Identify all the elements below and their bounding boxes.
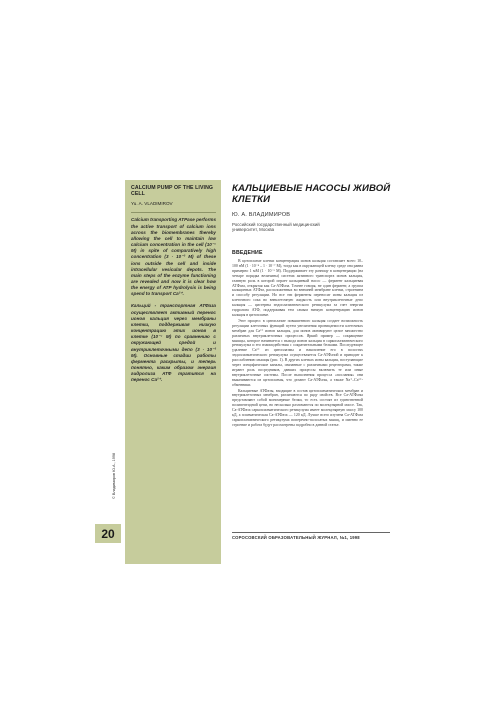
abstract-sidebar <box>125 180 221 564</box>
section-heading: ВВЕДЕНИЕ <box>232 250 263 256</box>
footer-divider <box>232 532 390 533</box>
english-author: Yu. A. VLADIMIROV <box>131 201 173 207</box>
page-number-box <box>95 524 121 543</box>
paragraph: Этот процесс в цитоплазме повышенного кальция создает возможность регуляции клеточных функций путем увеличения проницаемости клеточных мембран для Ca²⁺ ионов кальция, для ионов активируют целое множество различных внутриклеточных процессов. Яркий пример — сокращение мышцы, которое начинается с выхода ионов кальция в саркоплазматического ретикулума и его взаимодействия с сократительными белками. Последующее удаление Ca²⁺ из цитоплазмы и накопление его в полостях эндоплазматического ретикулума осуществляется Ca-АТФазой и приводит к расслаблению мышцы (рис. 1). В других клетках ионы кальция, поступающие через специфические каналы, связанные с различными рецепторами, также играют роль посредников, давших процессы включить те или иные внутриклеточные системы. После выполнения процесса «послания» они выкачиваются из цитоплазмы, что делают Ca-АТФазы, а также Na⁺–Ca²⁺-обменники. <box>232 318 363 387</box>
english-abstract: Calcium transporting ATPase performs the active transport of calcium ions across the biomembranes thereby allowing the cell to maintain low calcium concentration in the cell (10⁻⁷ M) in spite of comparatively high concentration (3 · 10⁻³ M) of these ions outside the cell and inside intracellular vesicular depots. The main steps of the enzyme functioning are revealed and now it is clear how the energy of ATP hydrolysis is being spend to transport Ca²⁺. <box>131 217 217 297</box>
sidebar-divider <box>131 212 216 213</box>
article-title: КАЛЬЦИЕВЫЕ НАСОСЫ ЖИВОЙ КЛЕТКИ <box>232 183 391 206</box>
paragraph: В цитоплазме клетки концентрация ионов кальция составляет всего 10–100 нМ (1 · 10⁻⁸ – 1 · 10⁻⁷ М), тогда как в окружающей клетку среде она равна примерно 1 мМ (1 · 10⁻³ М). Поддерживает эту разницу в концентрации (на четыре порядка величины) система активного транспорта ионов кальция, главную роль в которой играет кальциевый насос — фермент кальциевая АТФаза, открытая как Ca-АТФаза. Точнее говоря, не один фермент, а группа кальциевых АТФаз, расположенных во внешней мембране клетки, строением и способу регуляции. Но все эти ферменты переносят ионы кальция из клеточного сока во внеклеточную жидкость или внутриклеточные депо кальция — цистерны эндоплазматического ретикулума за счет энергии гидролиза АТФ, поддерживая тем самым низкую концентрацию ионов кальция в цитоплазме. <box>232 259 363 317</box>
english-title: CALCIUM PUMP OF THE LIVING CELL <box>131 185 214 198</box>
article-author: Ю. А. ВЛАДИМИРОВ <box>232 212 291 218</box>
copyright-note: © Владимиров Ю.А., 1998 <box>112 452 116 499</box>
page-number: 20 <box>101 526 115 541</box>
author-affiliation: Российский государственный медицинский университет, Москва <box>232 222 320 233</box>
journal-footer: СОРОСОВСКИЙ ОБРАЗОВАТЕЛЬНЫЙ ЖУРНАЛ, №1, 1998 <box>232 535 360 540</box>
russian-abstract: Кальций - транспортная АТФаза осуществляет активный перенос ионов кальция через мембраны клетки, поддерживая низкую концентрацию этих ионов в клетке (10⁻⁷ М) по сравнению с окружающей средой и внутриклеточными депо (3 · 10⁻³ М). Основные стадии работы фермента раскрыты, и теперь понятно, каким образом энергия гидролиза АТФ тратится на перенос Ca²⁺. <box>131 303 216 383</box>
article-body <box>232 250 363 524</box>
paragraph: Кальциевые АТФазы, входящие в состав цитоплазматических мембран и внутриклеточных мембран, различаются по ряду свойств. Все Ca-АТФазы представляют собой мономерные белки, то есть состоят из единственной полипептидной цепи, но несколько различаются по молекулярной массе. Так, Ca-АТФаза саркоплазматического ретикулума имеет молекулярную массу 100 кД, а плазматическая Ca-АТФаза — 120 кД. Лучше всего изучена Ca-АТФаза саркоплазматического ретикулума поперечно-полосатых мышц, и именно ее строение и работа будут рассмотрены подробно в данной статье. <box>232 388 363 427</box>
